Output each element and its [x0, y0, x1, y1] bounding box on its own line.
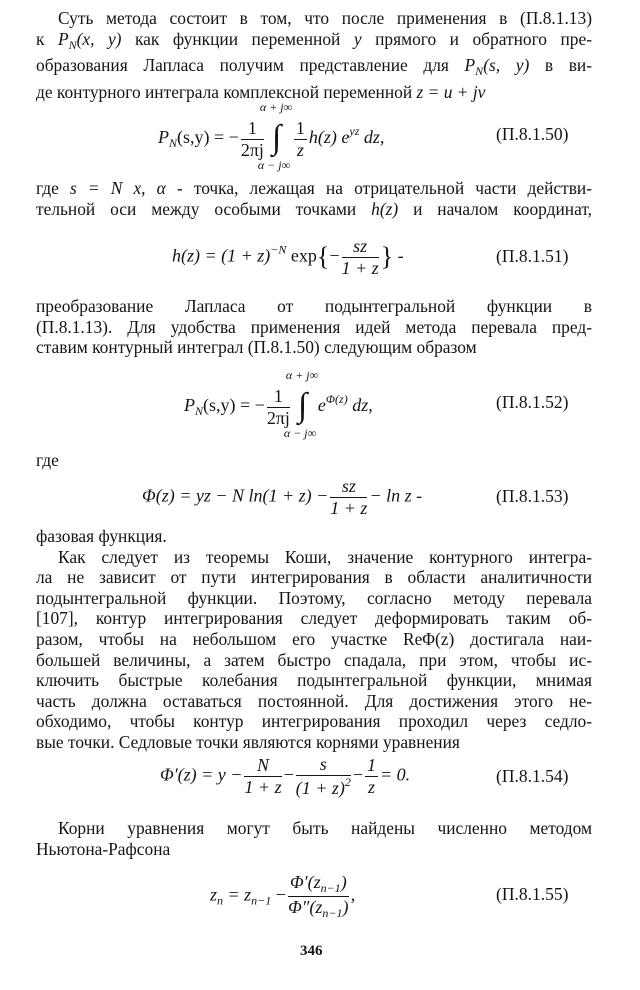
text-line: ключить быстрые колебания подынтегральной функции, мнимая — [36, 670, 592, 691]
integral-sign: α + j∞ ∫ α − j∞ — [283, 368, 319, 440]
text-line: обходимо, чтобы контур интегрирования проходил через седло- — [36, 711, 592, 732]
paragraph-saddle — [36, 526, 592, 753]
equation-54 — [0, 750, 640, 806]
equation-number: (П.8.1.52) — [496, 392, 569, 412]
equation-number: (П.8.1.54) — [496, 766, 569, 786]
paragraph-where — [36, 178, 592, 219]
equation-number: (П.8.1.50) — [496, 124, 569, 144]
equation-number: (П.8.1.55) — [496, 884, 569, 904]
text-line: преобразование Лапласа от подынтегральной функции в — [36, 296, 592, 316]
text-line: ставим контурный интеграл (П.8.1.50) следующим образом — [36, 337, 477, 358]
text-line: Корни уравнения могут быть найдены численно методом — [58, 818, 592, 838]
text-line: подынтегральной функции. Поэтому, согласно методу перевала — [36, 587, 592, 608]
formula: $z_n = z_{n-1}$ − $\frac{\Phi'(z_{n-1})}{\Phi''(z_{n-1})}$ , — [210, 872, 356, 920]
integral-sign: α + j∞ ∫ α − j∞ — [257, 100, 293, 172]
text-line: (П.8.1.13). Для удобства применения идей метода перевала пред- — [36, 316, 592, 337]
text-line: где s = N x, α - точка, лежащая на отрицательной части действи- — [36, 178, 593, 198]
equation-52 — [0, 368, 640, 440]
page-number: 346 — [300, 943, 323, 959]
text-line: образования Лапласа получим представление для $P_N(s$, y) в ви- — [36, 55, 593, 79]
text-line: фазовая функция. — [36, 526, 167, 546]
equation-53 — [0, 472, 640, 522]
formula: $P_N(s,y)$ = − $\frac{1}{2\pi j}$ α + j∞ ∫ α − j∞ $\frac{1}{z}$ h(z) $e^{yz}$ dz, — [158, 100, 385, 172]
text-where: где — [36, 450, 59, 470]
text-line: [107], контур интегрирования следует деформировать таким об- — [36, 608, 592, 629]
text-line: разом, чтобы на небольшом его участке ReΦ(z) достигала наи- — [36, 628, 592, 649]
text-line: Как следует из теоремы Коши, значение контурного интегра- — [58, 546, 592, 567]
equation-50 — [0, 100, 640, 172]
text-line: Ньютона-Рафсона — [36, 838, 171, 859]
equation-51 — [0, 232, 640, 282]
formula: $h(z) = (1 + z)^{-N}$ exp{− $\frac{sz}{1 + z}$ } - — [172, 236, 404, 278]
text-line: часть должна оставаться постоянной. Для достижения этого не- — [36, 690, 592, 711]
equation-number: (П.8.1.53) — [496, 486, 569, 506]
formula: $P_N(s,y)$ = − $\frac{1}{2\pi j}$ α + j∞ ∫ α − j∞ $e^{\Phi(z)}$ dz, — [184, 368, 373, 440]
text-line: Суть метода состоит в том, что после применения в (П.8.1.13) — [58, 8, 592, 28]
paragraph-intro — [36, 8, 592, 102]
text-line: к $P_N(x$, y) как функции переменной y прямого и обратного пре- — [36, 28, 592, 52]
equation-55 — [0, 868, 640, 924]
paragraph-laplace — [36, 296, 592, 358]
paragraph-newton — [36, 818, 592, 859]
formula: Φ′(z) = y − $\frac{N}{1 + z}$ − $\frac{s}{(1 + z)^2}$ − $\frac{1}{z}$ = 0. — [160, 754, 411, 798]
text-line: тельной оси между особыми точками h(z) и началом координат, — [36, 198, 592, 219]
text-line: вые точки. Седловые точки являются корнями уравнения — [36, 731, 460, 752]
text-line: де контурного интеграла комплексной переменной z = u + jv — [36, 81, 486, 102]
equation-number: (П.8.1.51) — [496, 246, 569, 266]
text-line: большей величины, а затем быстро спадала, при этом, чтобы ис- — [36, 649, 592, 670]
text-line: ла не зависит от пути интегрирования в области аналитичности — [36, 567, 592, 588]
formula: Φ(z) = yz − N ln(1 + z) − $\frac{sz}{1 + z}$ − ln z - — [142, 476, 423, 518]
